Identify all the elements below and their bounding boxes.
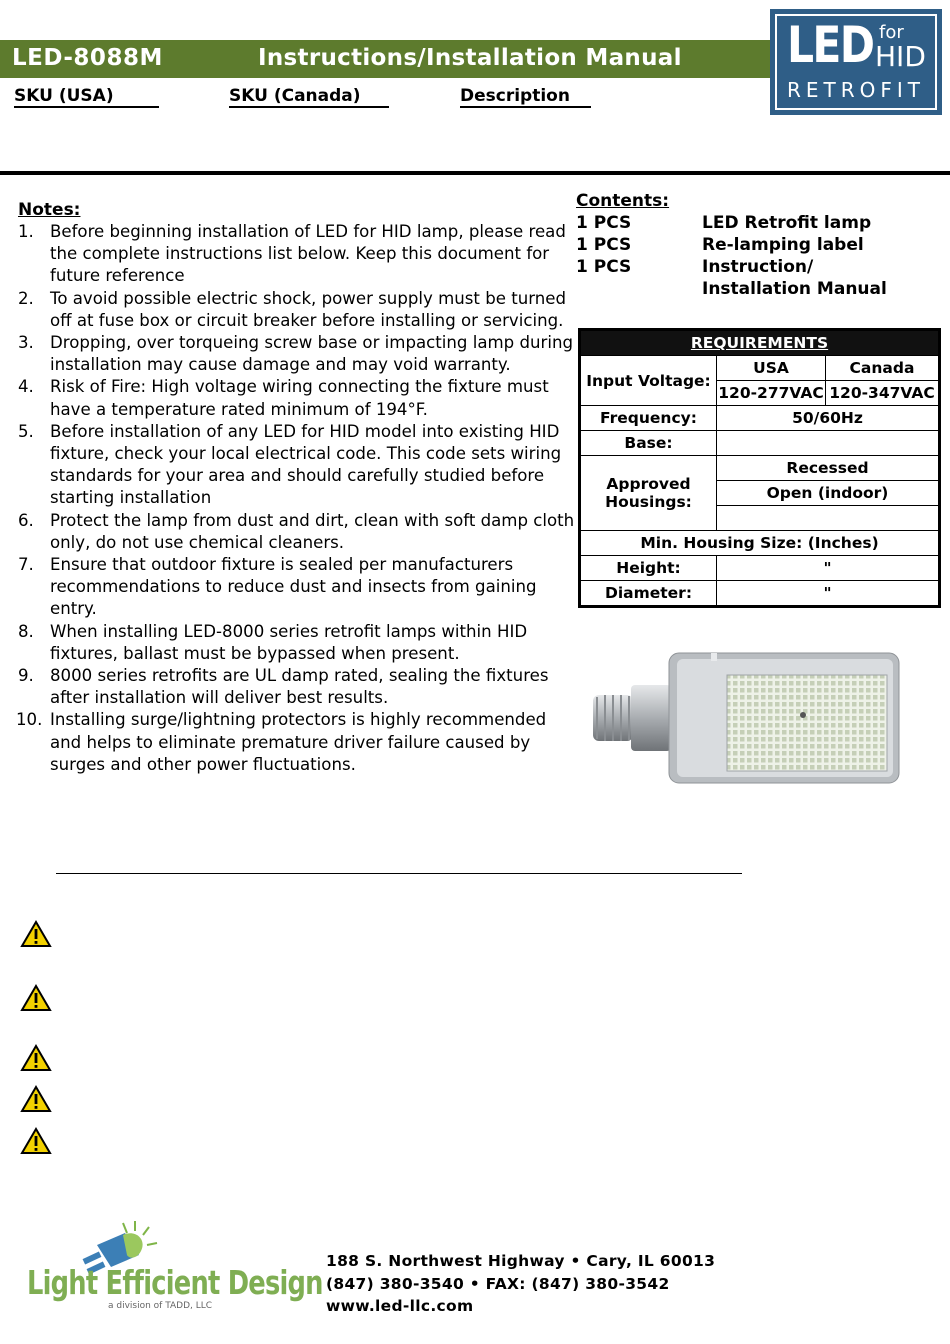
warning-icon [20,1044,52,1072]
logo-frame [775,14,937,110]
warning-icon [20,984,52,1012]
contents-qty: 1 PCS [576,213,632,233]
model-number: LED-8088M [12,45,163,71]
frequency-label: Frequency: [580,406,717,431]
base-value [717,431,940,456]
height-label: Height: [580,556,717,581]
contents-section [576,190,907,300]
led-for-hid-logo [770,9,942,115]
light-efficient-design-logo [25,1215,323,1315]
note-text: Dropping, over torqueing screw base or impacting lamp during installation may cause damage and may void warranty. [50,333,574,375]
footer-address: 188 S. Northwest Highway • Cary, IL 60013 [326,1252,716,1270]
note-number: 2. [18,288,34,308]
logo-retrofit-text: RETROFIT [787,78,926,102]
note-text: Before beginning installation of LED for HID lamp, please read the complete instructions list below. Keep this document for future reference [50,222,566,286]
led-retrofit-lamp-image [585,645,905,790]
note-number: 1. [18,222,34,241]
document-title: Instructions/Installation Manual [258,45,682,71]
note-number: 5. [18,421,34,441]
note-number: 3. [18,333,34,353]
note-item [16,332,576,376]
note-text: When installing LED-8000 series retrofit lamps within HID fixtures, ballast must be bypassed when present. [50,621,528,663]
notes-list [16,221,576,776]
note-item [16,665,576,709]
note-text: Risk of Fire: High voltage wiring connecting the fixture must have a temperature rated minimum of 194°F. [50,377,549,419]
usa-label: USA [717,356,826,381]
warning-icon [20,1085,52,1113]
separator-line [56,873,742,874]
footer-website: www.led-llc.com [326,1297,474,1315]
footer-phone: (847) 380-3540 • FAX: (847) 380-3542 [326,1274,670,1293]
note-item [16,421,576,510]
note-text: Installing surge/lightning protectors is highly recommended and helps to eliminate premature driver failure caused by surges and other power fluctuations. [50,710,547,774]
note-number: 4. [18,377,34,397]
company-division: a division of TADD, LLC [108,1301,213,1311]
note-item [16,554,576,621]
contents-row [576,212,907,234]
contents-row [576,234,907,256]
note-text: To avoid possible electric shock, power supply must be turned off at fuse box or circuit breaker before installing or servicing. [50,288,567,330]
usa-voltage: 120-277VAC [717,381,826,406]
description-heading: Description [460,86,591,108]
screw-base [593,685,671,751]
section-divider [0,171,950,175]
note-text: Ensure that outdoor fixture is sealed per manufacturers recommendations to reduce dust and insects from gaining entry. [50,555,537,619]
frequency-value: 50/60Hz [717,406,940,431]
contents-title: Contents: [576,191,670,211]
note-number: 9. [18,666,34,686]
note-text: Before installation of any LED for HID model into existing HID fixture, check your local electrical code. This code sets wiring standards for your area and should carefully studied before starting installation [50,421,562,508]
requirements-title: REQUIREMENTS [580,330,940,356]
note-text: 8000 series retrofits are UL damp rated, sealing the fixtures after installation will deliver best results. [50,666,549,708]
requirements-table [578,328,941,608]
contents-item: Instruction/ Installation Manual [702,257,887,299]
housing-empty [717,506,940,531]
min-housing-size-label: Min. Housing Size: (Inches) [580,531,940,556]
logo-led-text: LED [787,16,874,74]
contents-row [576,256,907,300]
warning-icon [20,920,52,948]
logo-hid-text: HID [875,40,926,73]
note-item [16,709,576,776]
housing-open: Open (indoor) [717,481,940,506]
note-item [16,621,576,665]
header-bar [0,40,770,78]
approved-housings-label: Approved Housings: [580,456,717,531]
contents-item: Re-lamping label [702,235,864,255]
note-item [16,510,576,554]
sku-canada-heading: SKU (Canada) [229,86,389,108]
note-number: 10. [16,710,43,730]
notes-title: Notes: [18,200,81,220]
diameter-label: Diameter: [580,581,717,607]
company-name: Light Efficient Design [27,1263,323,1302]
note-number: 7. [18,555,34,575]
canada-voltage: 120-347VAC [826,381,940,406]
note-item [16,221,576,288]
note-number: 6. [18,510,34,530]
diameter-value: " [717,581,940,607]
note-number: 8. [18,621,34,641]
base-label: Base: [580,431,717,456]
warning-icon [20,1127,52,1155]
contents-qty: 1 PCS [576,257,632,277]
footer-contact [326,1250,715,1318]
logo-for-text: for [879,22,904,43]
canada-label: Canada [826,356,940,381]
input-voltage-label: Input Voltage: [580,356,717,406]
height-value: " [717,556,940,581]
housing-recessed: Recessed [717,456,940,481]
note-item [16,376,576,420]
note-text: Protect the lamp from dust and dirt, clean with soft damp cloth only, do not use chemical cleaners. [50,510,575,552]
contents-qty: 1 PCS [576,235,632,255]
sku-usa-heading: SKU (USA) [14,86,159,108]
contents-item: LED Retrofit lamp [702,213,872,233]
note-item [16,288,576,332]
